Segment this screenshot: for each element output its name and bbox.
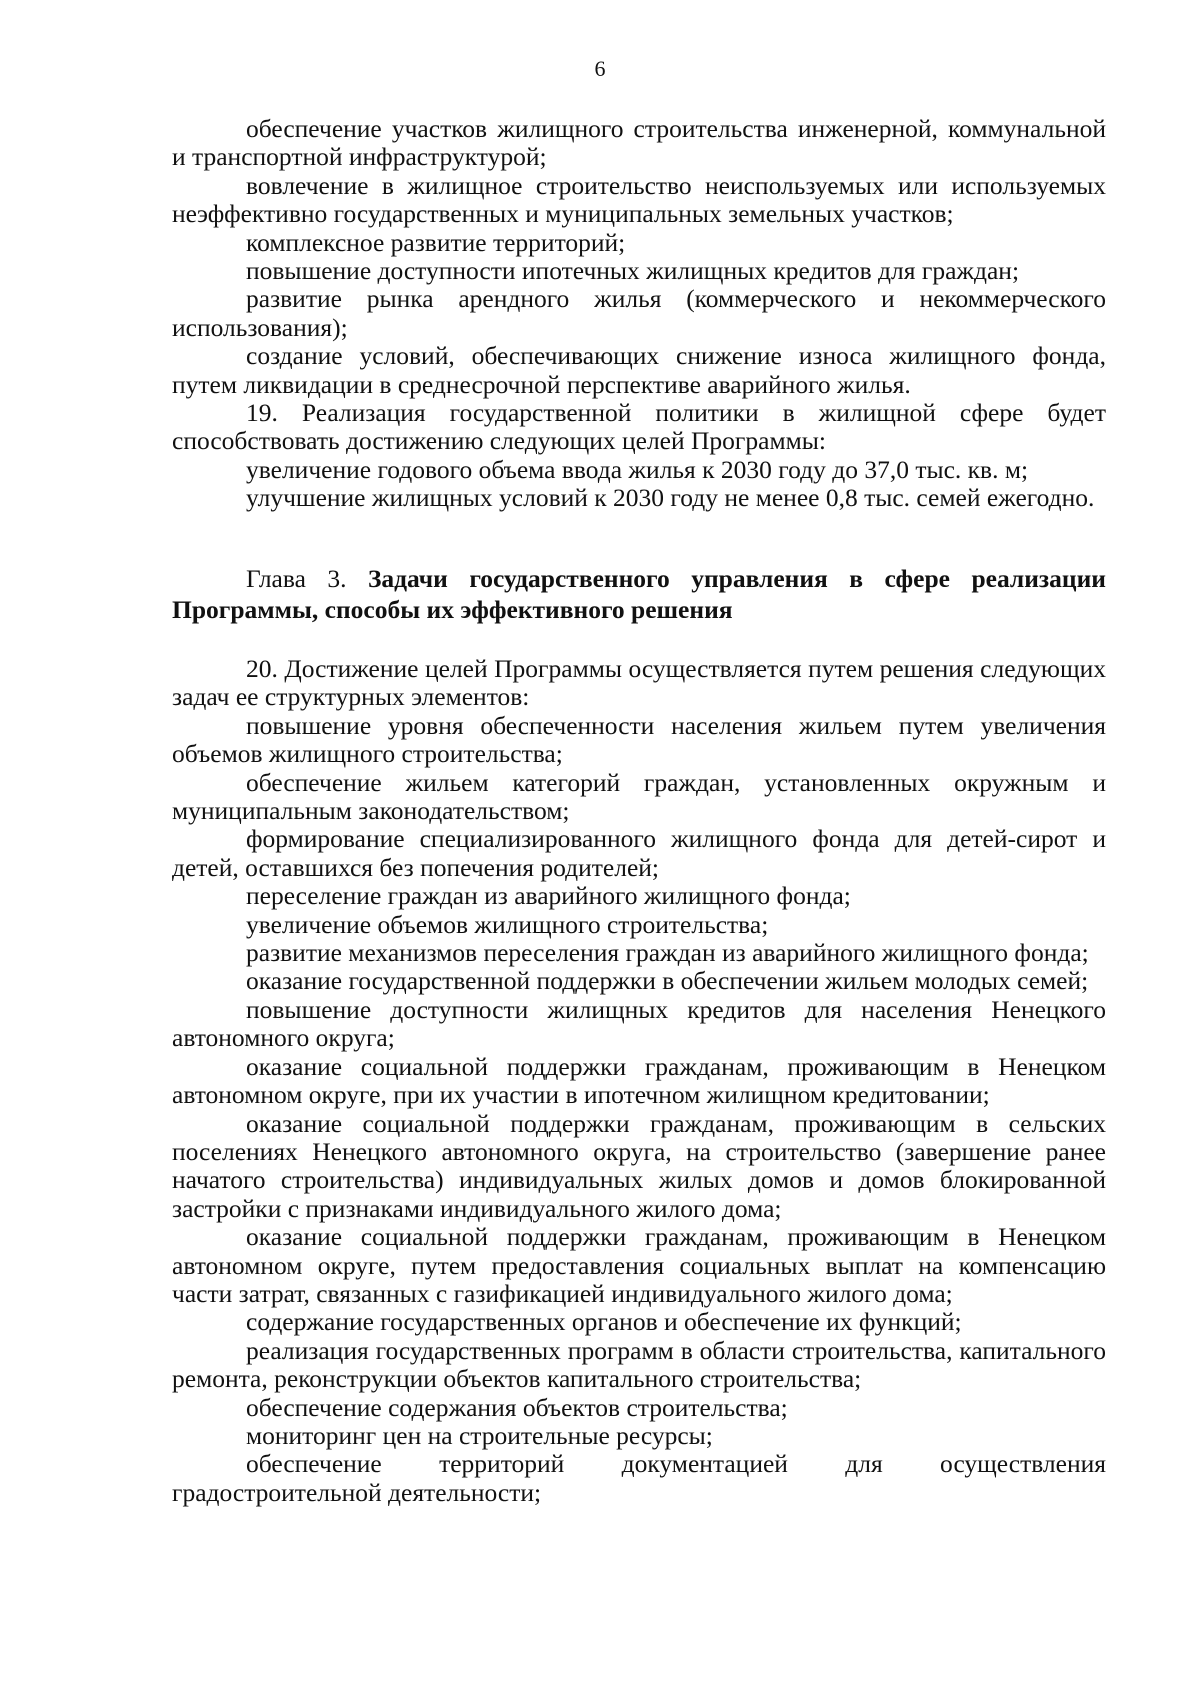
- paragraph: реализация государственных программ в области строительства, капитального ремонта, реконструкции объектов капитального строительства;: [172, 1335, 1106, 1394]
- paragraph: 20. Достижение целей Программы осуществляется путем решения следующих задач ее структурных элементов:: [172, 654, 1106, 712]
- paragraph: вовлечение в жилищное строительство неиспользуемых или используемых неэффективно государственных и муниципальных земельных участков;: [172, 170, 1106, 229]
- paragraph: повышение доступности ипотечных жилищных кредитов для граждан;: [246, 256, 1020, 286]
- paragraph: комплексное развитие территорий;: [246, 227, 626, 257]
- paragraph: улучшение жилищных условий к 2030 году не менее 0,8 тыс. семей ежегодно.: [246, 483, 1095, 513]
- paragraph: увеличение годового объема ввода жилья к 2030 году до 37,0 тыс. кв. м;: [246, 454, 1029, 484]
- tasks-list: [172, 655, 1106, 1507]
- goals-list: [172, 115, 1106, 513]
- paragraph: создание условий, обеспечивающих снижение износа жилищного фонда, путем ликвидации в среднесрочной перспективе аварийного жилья.: [172, 341, 1106, 399]
- paragraph: формирование специализированного жилищного фонда для детей-сирот и детей, оставшихся без попечения родителей;: [172, 824, 1106, 882]
- paragraph: 19. Реализация государственной политики в жилищной сфере будет способствовать достижению следующих целей Программы:: [172, 398, 1106, 456]
- paragraph: оказание социальной поддержки гражданам, проживающим в Ненецком автономном округе, при их участии в ипотечном жилищном кредитовании;: [172, 1051, 1106, 1110]
- paragraph: оказание социальной поддержки гражданам, проживающим в сельских поселениях Ненецкого автономного округа, на строительство (завершение ранее начатого строительства) индивидуальных жилых домов и домов блокированной застройки с признаками индивидуального жилого дома;: [172, 1108, 1106, 1223]
- paragraph: переселение граждан из аварийного жилищного фонда;: [246, 881, 851, 911]
- paragraph: увеличение объемов жилищного строительства;: [246, 909, 769, 939]
- paragraph: обеспечение участков жилищного строительства инженерной, коммунальной и транспортной инфраструктурой;: [172, 114, 1106, 172]
- paragraph: обеспечение содержания объектов строительства;: [246, 1392, 788, 1422]
- chapter-heading: [172, 563, 1106, 625]
- paragraph: повышение доступности жилищных кредитов для населения Ненецкого автономного округа;: [172, 994, 1106, 1053]
- chapter-title: Задачи государственного управления в сфере реализации Программы, способы их эффективного решения: [172, 564, 1106, 624]
- paragraph: развитие механизмов переселения граждан из аварийного жилищного фонда;: [246, 938, 1089, 968]
- paragraph: содержание государственных органов и обеспечение их функций;: [246, 1307, 962, 1337]
- paragraph: обеспечение территорий документацией для осуществления градостроительной деятельности;: [172, 1449, 1106, 1507]
- chapter-prefix: Глава 3.: [246, 564, 368, 593]
- paragraph: развитие рынка арендного жилья (коммерческого и некоммерческого использования);: [172, 284, 1106, 342]
- paragraph: повышение уровня обеспеченности населения жильем путем увеличения объемов жилищного строительства;: [172, 710, 1106, 769]
- paragraph: обеспечение жильем категорий граждан, установленных окружным и муниципальным законодательством;: [172, 767, 1106, 826]
- paragraph: оказание социальной поддержки гражданам, проживающим в Ненецком автономном округе, путем предоставления социальных выплат на компенсацию части затрат, связанных с газификацией индивидуального жилого дома;: [172, 1222, 1106, 1308]
- page-number: 6: [594, 56, 606, 81]
- paragraph: оказание государственной поддержки в обеспечении жильем молодых семей;: [246, 966, 1089, 996]
- paragraph: мониторинг цен на строительные ресурсы;: [246, 1420, 713, 1450]
